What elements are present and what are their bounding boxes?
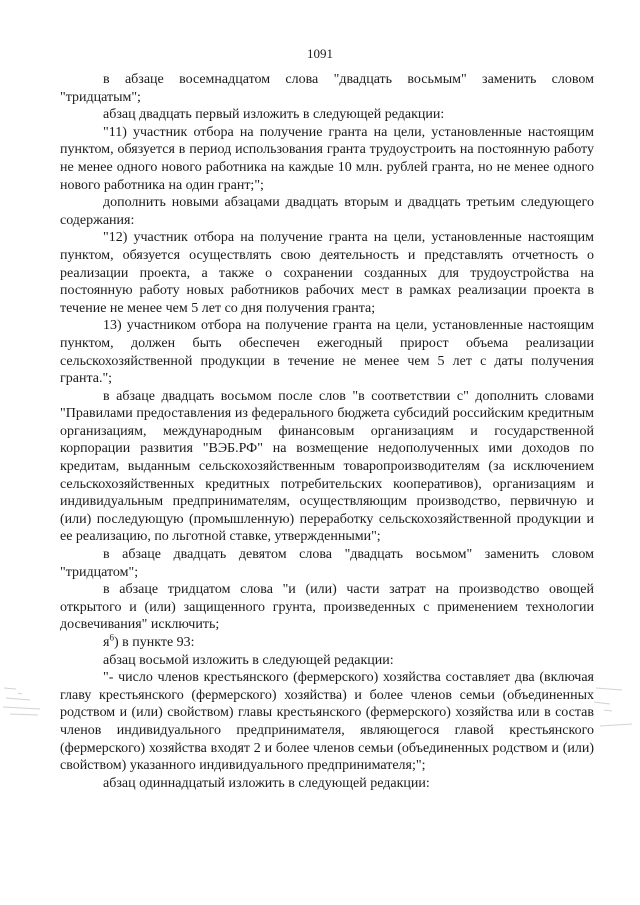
point-item-paragraph	[60, 634, 594, 652]
paragraph: дополнить новыми абзацами двадцать вторым и двадцать третьим следующего содержания:	[60, 195, 594, 228]
point-item-letter: я	[103, 635, 110, 650]
paragraph: абзац двадцать первый изложить в следующей редакции:	[103, 107, 445, 123]
scan-artifact-right	[592, 680, 640, 750]
point-item-superscript: 6	[109, 632, 114, 643]
paragraph: "12) участник отбора на получение гранта на цели, установленные настоящим пунктом, обязуется осуществлять свою деятельность и представлять отчетность о реализации проекта, а также о сохранении созданных для трудоустройства на постоянную работу новых работников рабочих мест в рамках реализации проекта в течение не менее чем 5 лет со дня получения гранта;	[60, 230, 594, 316]
document-body	[60, 71, 594, 792]
paragraph: абзац восьмой изложить в следующей редакции:	[103, 652, 394, 668]
paragraph: в абзаце тридцатом слова "и (или) части затрат на производство овощей открытого и (или) защищенного грунта, произведенных с применением технологии досвечивания" исключить;	[60, 582, 594, 633]
paragraph: "- число членов крестьянского (фермерского) хозяйства составляет два (включая главу крестьянского (фермерского) хозяйства) и более членов семьи (объединенных родством и (или) свойством) главы крестьянского (фермерского) хозяйства или в состав членов индивидуального предпринимателя, являющегося главой крестьянского (фермерского) хозяйства входят 2 и более членов семьи (объединенных родством и (или) свойством) указанного индивидуального предпринимателя;";	[60, 670, 594, 774]
point-item-text: ) в пункте 93:	[113, 635, 195, 650]
paragraph: абзац одиннадцатый изложить в следующей редакции:	[103, 775, 430, 791]
scan-artifact-left	[0, 680, 55, 725]
paragraph: в абзаце восемнадцатом слова "двадцать восьмым" заменить словом "тридцатым";	[60, 72, 594, 105]
page-number: 1091	[307, 46, 333, 61]
paragraph: "11) участник отбора на получение гранта на цели, установленные настоящим пунктом, обязуется в период использования гранта трудоустроить на постоянную работу не менее одного нового работника на каждые 10 млн. рублей гранта, но не менее одного нового работника на один грант;";	[60, 124, 594, 193]
paragraph: в абзаце двадцать девятом слова "двадцать восьмом" заменить словом "тридцатом";	[60, 547, 594, 580]
paragraph: 13) участником отбора на получение гранта на цели, установленные настоящим пунктом, должен быть обеспечен ежегодный прирост объема реализации сельскохозяйственной продукции в течение не менее чем 5 лет с даты получения гранта.";	[60, 318, 594, 387]
paragraph: в абзаце двадцать восьмом после слов "в соответствии с" дополнить словами "Правилами предоставления из федерального бюджета субсидий российским кредитным организациям, международным финансовым организациям и государственной корпорации развития "ВЭБ.РФ" на возмещение недополученных ими доходов по кредитам, выданным сельскохозяйственным товаропроизводителям (за исключением сельскохозяйственных кредитных потребительских кооперативов), организациям и индивидуальным предпринимателям, осуществляющим производство, первичную и (или) последующую (промышленную) переработку сельскохозяйственной продукции и ее реализацию, по льготной ставке, утвержденными";	[60, 388, 594, 545]
